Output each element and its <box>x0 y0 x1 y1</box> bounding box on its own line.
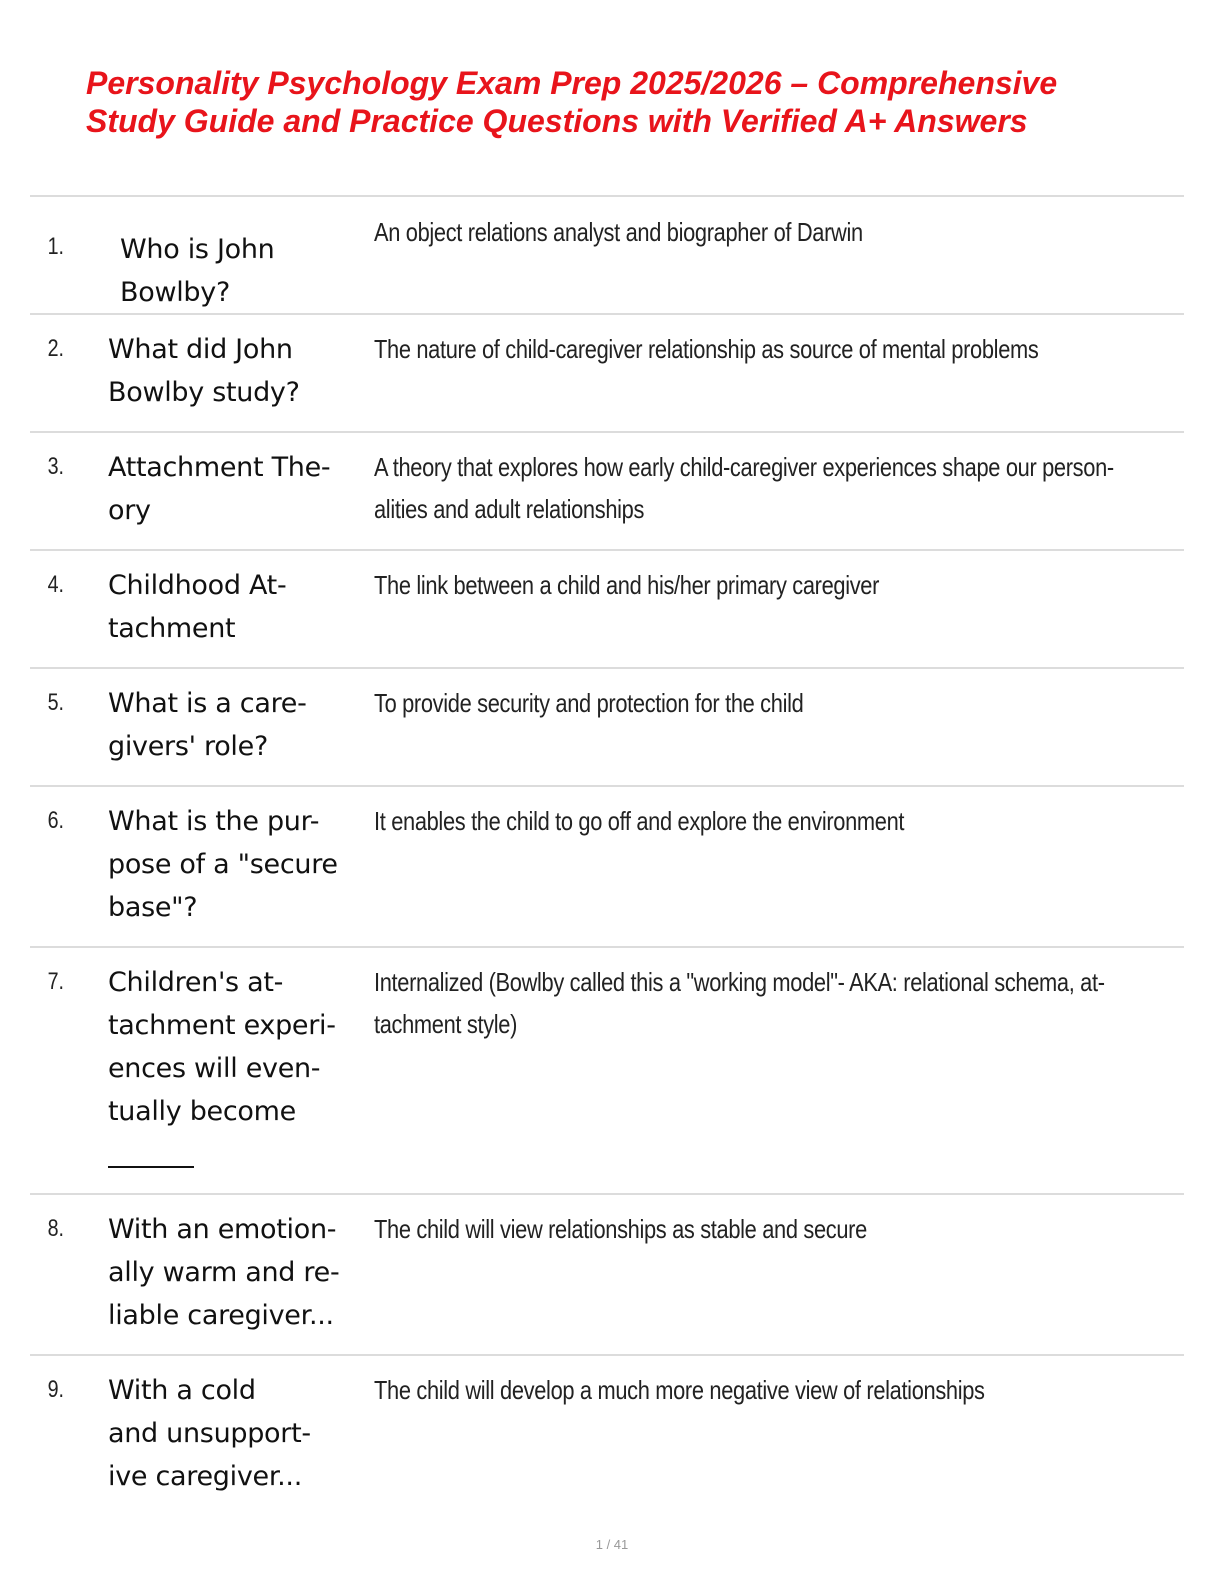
card-term <box>108 800 370 929</box>
flashcard-row <box>30 195 1184 313</box>
term-line: tually become <box>108 1096 296 1127</box>
term-line: What did John <box>108 334 293 365</box>
title-line-1: Personality Psychology Exam Prep 2025/2026 – Comprehensive <box>86 65 1058 101</box>
definition-line: A theory that explores how early child-caregiver experiences shape our person- <box>374 452 1114 482</box>
card-definition <box>374 564 1155 606</box>
card-number: 4. <box>47 571 64 598</box>
term-line: Who is John <box>120 234 275 265</box>
term-line: tachment experi- <box>108 1010 336 1041</box>
definition-line: It enables the child to go off and explore the environment <box>374 806 905 836</box>
term-line: Childhood At- <box>108 570 287 601</box>
card-number: 1. <box>47 233 64 260</box>
definition-line: To provide security and protection for the child <box>374 688 804 718</box>
card-number: 2. <box>47 335 64 362</box>
card-definition <box>374 211 1155 253</box>
card-number: 9. <box>47 1376 64 1403</box>
term-line: ive caregiver... <box>108 1461 302 1492</box>
term-line: Bowlby study? <box>108 377 300 408</box>
term-line: With a cold <box>108 1375 256 1406</box>
flashcard-row <box>30 1193 1184 1354</box>
flashcard-row <box>30 1354 1184 1514</box>
card-number: 8. <box>47 1215 64 1242</box>
card-definition <box>374 1208 1155 1250</box>
definition-line: tachment style) <box>374 1009 518 1039</box>
definition-line: The child will view relationships as stable and secure <box>374 1214 867 1244</box>
card-term <box>108 682 370 768</box>
term-line: base"? <box>108 892 198 923</box>
card-number: 6. <box>47 807 64 834</box>
flashcard-row <box>30 667 1184 785</box>
term-line: ory <box>108 495 151 526</box>
term-line: Attachment The- <box>108 452 331 483</box>
card-term <box>108 564 370 650</box>
card-definition <box>374 1369 1155 1411</box>
term-line: With an emotion- <box>108 1214 337 1245</box>
card-number: 7. <box>47 968 64 995</box>
flashcard-row <box>30 785 1184 946</box>
definition-line: alities and adult relationships <box>374 494 645 524</box>
card-definition <box>374 682 1155 724</box>
term-line: What is the pur- <box>108 806 320 837</box>
flashcard-row <box>30 313 1184 431</box>
card-term <box>108 961 370 1133</box>
flashcard-row <box>30 549 1184 667</box>
term-line: What is a care- <box>108 688 307 719</box>
page-title <box>86 64 1166 140</box>
card-term <box>120 228 382 314</box>
definition-line: The link between a child and his/her primary caregiver <box>374 570 880 600</box>
term-line: ences will even- <box>108 1053 321 1084</box>
definition-line: An object relations analyst and biographer of Darwin <box>374 217 863 247</box>
definition-line: The child will develop a much more negative view of relationships <box>374 1375 985 1405</box>
card-definition <box>374 328 1155 370</box>
term-line: pose of a "secure <box>108 849 338 880</box>
term-line: Children's at- <box>108 967 284 998</box>
term-line: liable caregiver... <box>108 1300 334 1331</box>
fill-in-blank-line <box>108 1166 194 1168</box>
card-term <box>108 1208 370 1337</box>
term-line: ally warm and re- <box>108 1257 340 1288</box>
definition-line: Internalized (Bowlby called this a "working model"- AKA: relational schema, at- <box>374 967 1105 997</box>
page-number: 1 / 41 <box>595 1537 629 1552</box>
card-number: 5. <box>47 689 64 716</box>
term-line: Bowlby? <box>120 277 230 308</box>
term-line: and unsupport- <box>108 1418 311 1449</box>
card-term <box>108 1369 370 1498</box>
flashcard-row <box>30 431 1184 549</box>
flashcard-row <box>30 946 1184 1193</box>
card-term <box>108 328 370 414</box>
card-definition <box>374 800 1155 842</box>
term-line: givers' role? <box>108 731 268 762</box>
card-number: 3. <box>47 453 64 480</box>
definition-line: The nature of child-caregiver relationship as source of mental problems <box>374 334 1039 364</box>
term-line: tachment <box>108 613 236 644</box>
title-line-2: Study Guide and Practice Questions with Verified A+ Answers <box>86 103 1028 139</box>
card-term <box>108 446 370 532</box>
card-definition <box>374 446 1155 530</box>
card-definition <box>374 961 1155 1045</box>
